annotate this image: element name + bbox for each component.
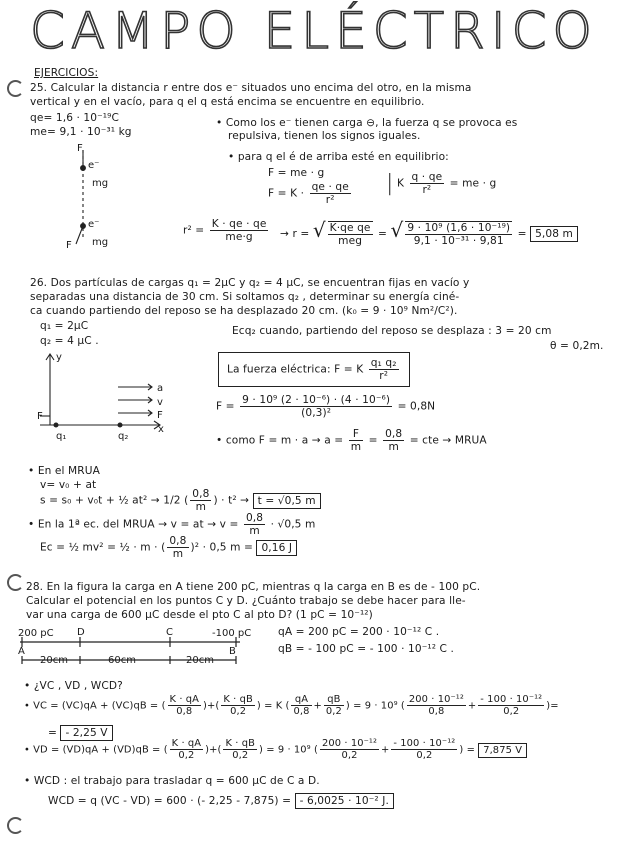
p26-axis-x-label: x bbox=[158, 424, 164, 435]
p26-mrua-half: 1/2 bbox=[163, 494, 181, 507]
p28-vd-term3-num: 200 · 10⁻¹² bbox=[321, 738, 378, 749]
p25-eq-balance-den: r² bbox=[422, 184, 432, 196]
p28-vc-term1-den: 0,8 bbox=[176, 706, 193, 717]
p26-mrua-num: 0,8 bbox=[192, 488, 210, 500]
p28-vc-lhs: • VC = (VC)qA + (VC)qB = bbox=[24, 700, 159, 712]
p28-work-calc-eq: WCD = q (VC - VD) = 600 · (- 2,25 - 7,875) = bbox=[48, 795, 292, 807]
p28-fig-label-D: D bbox=[77, 627, 85, 638]
p25-eq-balance: | K $\frac{q \cdot qe}{\text{r²}}$ = me · g bbox=[386, 171, 497, 196]
p26-mrua-den: m bbox=[195, 501, 207, 513]
p28-vc-num-lhs: = 9 · 10⁹ bbox=[353, 700, 398, 712]
p26-axes-diagram bbox=[40, 354, 160, 429]
p28-vd-term1-num: K · qA bbox=[171, 738, 202, 749]
p28-statement-line2: Calcular el potencial en los puntos C y D. ¿Cuánto trabajo se debe hacer para lle- bbox=[26, 595, 466, 607]
p26-force-calc-rhs: = 0,8N bbox=[397, 400, 436, 413]
p26-label-a: a bbox=[157, 383, 164, 394]
p26-label-q2: q₂ bbox=[118, 431, 129, 442]
p26-q2-dot bbox=[118, 423, 122, 427]
p26-mrua-title: • En el MRUA bbox=[28, 465, 100, 477]
p28-vc-term6-den: 0,2 bbox=[503, 706, 520, 717]
p28-vc-term2-den: 0,2 bbox=[230, 706, 247, 717]
p28-vc-term3-den: 0,8 bbox=[293, 706, 310, 717]
p26-statement-line1: 26. Dos partículas de cargas q₁ = 2μC y q₂ = 4 μC, se encuentran fijas en vacío y bbox=[30, 277, 470, 289]
p28-segment-figure bbox=[20, 637, 240, 664]
p28-vd-term2-den: 0,2 bbox=[232, 750, 249, 761]
p26-time-result: t = √0,5 m bbox=[253, 493, 321, 509]
p28-fig-label-B: B bbox=[229, 646, 236, 657]
p26-mrua-t2: · t² → bbox=[221, 494, 250, 507]
p28-fig-distance-DC: 60cm bbox=[108, 655, 136, 666]
p26-kinetic-energy: Ec = ½ mv² = ½ · m · ( $\frac{0,8}{m}$ )² · 0,5 m = 0,16 J bbox=[40, 535, 297, 560]
p25-data-charge: qe= 1,6 · 10⁻¹⁹C bbox=[30, 112, 119, 124]
p25-data-mass: me= 9,1 · 10⁻³¹ kg bbox=[30, 126, 132, 138]
p28-vd-term2-num: K · qB bbox=[225, 738, 255, 749]
p28-vc-term2-num: K · qB bbox=[223, 694, 253, 705]
p26-force-den: r² bbox=[379, 370, 389, 382]
p28-fig-distance-AD: 20cm bbox=[40, 655, 68, 666]
p26-label-q1: q₁ bbox=[56, 431, 67, 442]
p26-accel-den1: m bbox=[350, 441, 362, 453]
p25-label-mg-top: mg bbox=[92, 178, 109, 189]
p28-vc-term1-num: K · qA bbox=[169, 694, 200, 705]
p26-velocity-rhs: · √0,5 m bbox=[270, 518, 316, 531]
p28-charge-B: qB = - 100 pC = - 100 · 10⁻¹² C . bbox=[278, 643, 454, 655]
p28-fig-label-C: C bbox=[166, 627, 173, 638]
p25-label-F-top: F bbox=[77, 143, 83, 154]
p26-ec-conversion: θ = 0,2m. bbox=[550, 340, 604, 352]
p26-accel-lhs: • como F = m · a → a = bbox=[216, 434, 344, 447]
p25-label-mg-bottom: mg bbox=[92, 237, 109, 248]
p26-label-F-arrow: F bbox=[157, 410, 163, 421]
p25-eq-weight: F = me · g bbox=[268, 167, 325, 179]
p28-work-result: - 6,0025 · 10⁻² J. bbox=[295, 793, 394, 809]
p28-vd-term4-num: - 100 · 10⁻¹² bbox=[393, 738, 456, 749]
p28-vc-term5-den: 0,8 bbox=[428, 706, 445, 717]
p26-force-calc-den: (0,3)² bbox=[301, 407, 332, 419]
p26-q1-dot bbox=[54, 423, 58, 427]
p28-fig-charge-B: -100 pC bbox=[212, 628, 252, 639]
p26-statement-line2: separadas una distancia de 30 cm. Si soltamos q₂ , determinar su energía ciné- bbox=[30, 291, 460, 303]
p28-vc-k: = K bbox=[264, 700, 283, 712]
p28-vd-mid: = 9 · 10⁹ bbox=[266, 744, 311, 756]
p25-eq-balance-rhs: = me · g bbox=[449, 177, 497, 190]
p26-force-label: La fuerza eléctrica: F = K bbox=[227, 363, 364, 376]
p28-statement-line3: var una carga de 600 μC desde el pto C al pto D? (1 pC = 10⁻¹²) bbox=[26, 609, 373, 621]
p28-vd-eq-sign: = bbox=[466, 744, 475, 756]
p26-statement-line3: ca cuando partiendo del reposo se ha desplazado 20 cm. (k₀ = 9 · 10⁹ Nm²/C²). bbox=[30, 305, 458, 317]
p26-ec-question: Ecq₂ cuando, partiendo del reposo se desplaza : 3 = 20 cm bbox=[232, 325, 552, 337]
p26-ec-den: m bbox=[172, 548, 184, 560]
p25-eq-coulomb-lhs: F = K · bbox=[268, 187, 305, 200]
p26-velocity-num: 0,8 bbox=[245, 512, 264, 524]
p26-mrua-velocity: v= v₀ + at bbox=[40, 479, 97, 491]
p25-eq-coulomb-num: qe · qe bbox=[311, 181, 349, 193]
p28-statement-line1: 28. En la figura la carga en A tiene 200 pC, mientras q la carga en B es de - 100 pC. bbox=[26, 581, 481, 593]
p28-work-description: • WCD : el trabajo para trasladar q = 600 μC de C a D. bbox=[24, 775, 320, 787]
p26-accel-den2: m bbox=[388, 441, 399, 453]
p26-velocity-lhs: • En la 1ª ec. del MRUA → v = at → v = bbox=[28, 518, 239, 531]
p28-question: • ¿VC , VD , WCD? bbox=[24, 680, 123, 692]
p26-ec-lhs: Ec = ½ mv² = ½ · m · bbox=[40, 541, 158, 554]
p25-r-expression: → r = √ $\frac{\text{K·qe qe}}{\text{meg}}$ = √ $\frac{\text{9 · 10⁹ (1,6 · 10⁻¹⁹)}}{\text{9,1 · 10⁻³¹ · 9,81}}$ = 5,08 m bbox=[280, 218, 578, 247]
p25-label-F-bottom: F bbox=[66, 240, 72, 251]
p25-eq-balance-k: K bbox=[396, 177, 405, 190]
p25-arrow-down bbox=[76, 226, 83, 244]
p25-r-full-den: 9,1 · 10⁻³¹ · 9,81 bbox=[413, 235, 504, 247]
p26-velocity-den: m bbox=[249, 525, 260, 537]
p26-label-v: v bbox=[157, 397, 163, 408]
p28-vc-term4-num: qB bbox=[324, 694, 344, 706]
p25-statement-line1: 25. Calcular la distancia r entre dos e⁻ situados uno encima del otro, en la misma bbox=[30, 82, 472, 94]
p26-force-calc-num: 9 · 10⁹ (2 · 10⁻⁶) · (4 · 10⁻⁶) bbox=[242, 394, 391, 406]
p28-charge-A: qA = 200 pC = 200 · 10⁻¹² C . bbox=[278, 626, 440, 638]
p26-accel-num2: 0,8 bbox=[385, 428, 403, 440]
p25-note-repulsive-l2: repulsiva, tienen los signos iguales. bbox=[228, 130, 421, 142]
p26-data-q2: q₂ = 4 μC . bbox=[40, 335, 99, 347]
p25-r2-num: K · qe · qe bbox=[211, 218, 267, 230]
p26-axis-y-label: y bbox=[56, 352, 62, 363]
p26-ec-mid: · 0,5 m = bbox=[202, 541, 253, 554]
p28-vc-term3-num: qA bbox=[291, 694, 311, 706]
p25-r-full-num: 9 · 10⁹ (1,6 · 10⁻¹⁹) bbox=[407, 222, 511, 234]
p28-vc-term6-num: - 100 · 10⁻¹² bbox=[480, 694, 543, 705]
p25-r2-lhs: r² = bbox=[183, 224, 205, 237]
p25-result: 5,08 m bbox=[530, 226, 578, 242]
p28-vc-eq: • VC = (VC)qA + (VC)qB = ( $\frac{K \cdot qA}{0,8}$ )+( $\frac{K \cdot qB}{0,2}$ ) = K ( $\frac{qA}{0,8}$ + $\frac{qB}{0,2}$ ) = 9 · 10⁹ ( $\frac{\text{200 · 10⁻¹²}}{0,8}$ + $\frac{\text{- 100 · 10⁻¹²}}{0,2}$ )= bbox=[24, 694, 559, 717]
p25-r-num: K·qe qe bbox=[329, 222, 371, 234]
p26-accel-eq: = bbox=[368, 434, 378, 447]
p25-note-repulsive-l1: • Como los e⁻ tienen carga ⊖, la fuerza q se provoca es bbox=[216, 117, 518, 129]
p26-ec-result: 0,16 J bbox=[256, 540, 297, 556]
p28-vd-eq: • VD = (VD)qA + (VD)qB = ( $\frac{K \cdot qA}{0,2}$ )+( $\frac{K \cdot qB}{0,2}$ ) = 9 · 10⁹ ( $\frac{\text{200 · 10⁻¹²}}{0,2}$ + $\frac{\text{- 100 · 10⁻¹²}}{0,2}$ ) = 7,875 V bbox=[24, 738, 527, 761]
p26-force-num: q₁ q₂ bbox=[370, 357, 397, 369]
p25-label-electron-bottom: e⁻ bbox=[88, 219, 100, 230]
p28-vd-term3-den: 0,2 bbox=[341, 750, 358, 761]
p28-vc-term5-num: 200 · 10⁻¹² bbox=[408, 694, 464, 705]
p25-eq-balance-num: q · qe bbox=[411, 171, 443, 183]
p26-data-q1: q₁ = 2μC bbox=[40, 320, 89, 332]
p28-vd-term1-den: 0,2 bbox=[178, 750, 195, 761]
p28-vd-lhs: • VD = (VD)qA + (VD)qB = bbox=[24, 744, 161, 756]
p26-force-calc-lhs: F = bbox=[216, 400, 235, 413]
p26-ec-num: 0,8 bbox=[169, 535, 187, 547]
p28-fig-label-A: A bbox=[18, 646, 25, 657]
p25-note-equilibrium: • para q el é de arriba esté en equilibrio: bbox=[228, 151, 449, 163]
p25-electron-diagram bbox=[76, 150, 85, 244]
p25-r-den: meg bbox=[338, 235, 363, 247]
p28-vd-term4-den: 0,2 bbox=[416, 750, 433, 761]
p28-vd-result: 7,875 V bbox=[478, 743, 527, 758]
p25-r-lhs: → r = bbox=[280, 228, 310, 240]
p25-statement-line2: vertical y en el vacío, para q el q está encima se encuentre en equilibrio. bbox=[30, 96, 425, 108]
p25-label-electron-top: e⁻ bbox=[88, 160, 100, 171]
p28-vc-term4-den: 0,2 bbox=[325, 706, 342, 717]
p26-accel-num1: F bbox=[349, 428, 363, 441]
p28-vc-result-prefix: = bbox=[48, 727, 57, 739]
p28-fig-charge-A: 200 pC bbox=[18, 628, 54, 639]
p26-label-F-left: F bbox=[37, 411, 43, 422]
page-title: CAMPO ELÉCTRICO bbox=[30, 2, 598, 60]
p26-accel-rhs: = cte → MRUA bbox=[409, 434, 487, 447]
p25-r2-den: me·g bbox=[225, 231, 253, 243]
p25-eq-coulomb-den: r² bbox=[325, 194, 335, 206]
p28-fig-distance-CB: 20cm bbox=[186, 655, 214, 666]
p28-vc-result: - 2,25 V bbox=[60, 725, 112, 741]
p26-mrua-position-eq: s = s₀ + v₀t + ½ at² → bbox=[40, 494, 160, 507]
p26-mrua-position: s = s₀ + v₀t + ½ at² → 1/2 ( $\frac{0,8}{m}$ ) · t² → t = √0,5 m bbox=[40, 488, 321, 513]
section-label: EJERCICIOS: bbox=[34, 67, 99, 79]
